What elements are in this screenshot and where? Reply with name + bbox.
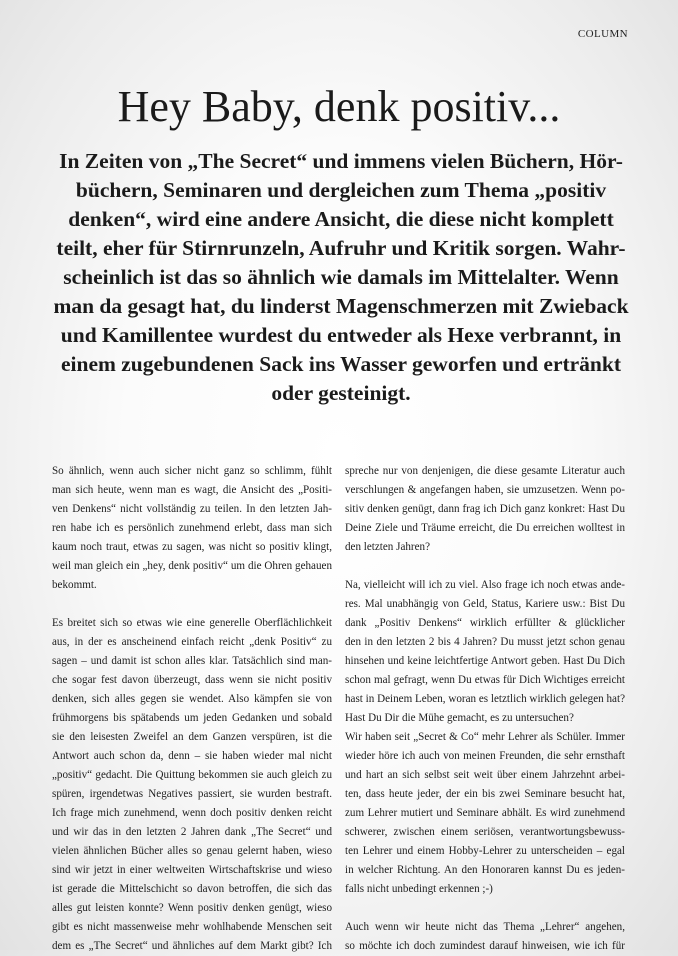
body-text-line: Ich frage mich zunehmend, wenn doch positiv denken reicht xyxy=(52,807,332,819)
body-text-line: weil man gleich ein „hey, denk positiv“ um die Ohren gehauen xyxy=(52,560,332,572)
body-text-line: schwerer, zwischen einem seriösen, verantwortungsbewuss- xyxy=(345,826,625,838)
body-text-line: verschlungen & angefangen haben, sie umzusetzen. Wenn po- xyxy=(345,484,625,496)
paragraph-gap xyxy=(52,595,332,614)
body-text-line: frühmorgens bis spätabends um jeden Gedanken und sobald xyxy=(52,712,332,724)
lede-line: und Kamillentee wurdest du entweder als Hexe verbrannt, in xyxy=(60,323,622,347)
paragraph-gap xyxy=(345,899,625,918)
body-text-line: hast in Deinem Leben, woran es letztlich wirklich gelegen hat? xyxy=(345,693,625,705)
body-text-line: aus, in der es anscheinend einfach reicht „denk Positiv“ zu xyxy=(52,636,332,648)
body-text-line: wieder höre ich auch von meinen Freunden, die sehr ernsthaft xyxy=(345,750,625,762)
body-text-line: spreche nur von denjenigen, die diese gesamte Literatur auch xyxy=(345,465,625,477)
lede-paragraph xyxy=(46,147,636,408)
body-text-line: sagen – und damit ist schon alles klar. Tatsächlich sind man- xyxy=(52,655,332,667)
body-text-line: „positiv“ gedacht. Die Quittung bekommen sie auch gleich zu xyxy=(52,769,332,781)
body-text-line: dem es „The Secret“ und ähnliches auf dem Markt gibt? Ich xyxy=(52,940,332,952)
body-text-line: man sich heute, wenn man es wagt, die Ansicht des „Positi- xyxy=(52,484,332,496)
headline: Hey Baby, denk positiv... xyxy=(117,82,561,131)
body-text-line: Na, vielleicht will ich zu viel. Also frage ich noch etwas ande- xyxy=(345,579,625,591)
body-text-line: bekommt. xyxy=(52,579,97,591)
body-column-right xyxy=(345,462,625,956)
body-text-line: ren habe ich es persönlich zunehmend erlebt, dass man sich xyxy=(52,522,332,534)
body-text-line: sitiv denken genügt, dann frag ich Dich ganz konkret: Hast Du xyxy=(345,503,625,515)
body-text-line: so möchte ich doch zumindest darauf hinweisen, wie ich für xyxy=(345,940,625,952)
body-text-line: und wir das in den letzten 2 Jahren dank „The Secret“ und xyxy=(52,826,332,838)
lede-line: einem zugebundenen Sack ins Wasser geworfen und ertränkt xyxy=(60,352,622,376)
body-text-line: So ähnlich, wenn auch sicher nicht ganz so schlimm, fühlt xyxy=(52,465,332,477)
body-text-line: Hast Du Dir die Mühe gemacht, es zu untersuchen? xyxy=(345,712,574,724)
body-text-line: den letzten Jahren? xyxy=(345,541,431,553)
body-text-line: Deine Ziele und Träume erreicht, die Du erreichen wolltest in xyxy=(345,522,625,534)
body-text-line: und hart an sich selbst seit weit über einem Jahrzehnt arbei- xyxy=(345,769,625,781)
body-text-line: Antwort auch schon da, denn – sie haben wieder mal nicht xyxy=(52,750,332,762)
body-text-line: ten Lehrer und einem Hobby-Lehrer zu unterscheiden – egal xyxy=(345,845,625,857)
lede-line: scheinlich ist das so ähnlich wie damals im Mittelalter. Wenn xyxy=(63,265,619,289)
body-text-line: vielen ähnlichen Bücher alles so genau gelernt haben, wieso xyxy=(52,845,332,857)
body-text-line: sind wir jetzt in einer weltweiten Wirtschaftskrise und wieso xyxy=(52,864,332,876)
lede-line: oder gesteinigt. xyxy=(271,381,411,405)
lede-line: In Zeiten von „The Secret“ und immens vielen Büchern, Hör- xyxy=(59,149,623,173)
body-text-line: schon mal gefragt, wenn Du etwas für Dich Wichtiges erreicht xyxy=(345,674,625,686)
body-text-line: falls nicht unbedingt erkennen ;-) xyxy=(345,883,493,895)
lede-line: büchern, Seminaren und dergleichen zum Thema „positiv xyxy=(75,178,607,202)
body-text-line: Auch wenn wir heute nicht das Thema „Lehrer“ angehen, xyxy=(345,921,625,933)
body-text-line: dank „Positiv Denkens“ wirklich erfüllter & glücklicher xyxy=(345,617,625,629)
paragraph-gap xyxy=(345,557,625,576)
body-text-line: spüren, irgendetwas Negatives passiert, sie wurden bestraft. xyxy=(52,788,332,800)
body-text-line: che sogar fest davon überzeugt, dass wenn sie nicht positiv xyxy=(52,674,332,686)
body-text-line: ist gerade die Mittelschicht so davon betroffen, die sich das xyxy=(52,883,332,895)
body-text-line: in welcher Richtung. An den Honoraren kannst Du es jeden- xyxy=(345,864,625,876)
body-text-line: zum Lehrer mutiert und Seminare abhält. Es wird zunehmend xyxy=(345,807,625,819)
body-text-line: res. Mal unabhängig von Geld, Status, Kariere usw.: Bist Du xyxy=(345,598,625,610)
body-text-line: sie den leisesten Zweifel an dem Ganzen verspüren, ist die xyxy=(52,731,332,743)
section-label: COLUMN xyxy=(577,28,628,40)
body-text-line: den in den letzten 2 bis 4 Jahren? Du musst jetzt schon genau xyxy=(345,636,625,648)
body-text-line: hinsehen und keine leichtfertige Antwort geben. Hast Du Dich xyxy=(345,655,625,667)
body-text-line: ven Denkens“ nicht vollständig zu teilen. In den letzten Jah- xyxy=(52,503,332,515)
lede-line: teilt, eher für Stirnrunzeln, Aufruhr und Kritik sorgen. Wahr- xyxy=(56,236,626,260)
body-text-line: Wir haben seit „Secret & Co“ mehr Lehrer als Schüler. Immer xyxy=(345,731,625,743)
lede-line: man da gesagt hat, du linderst Magenschmerzen mit Zwieback xyxy=(53,294,629,318)
body-text-line: Es breitet sich so etwas wie eine generelle Oberflächlichkeit xyxy=(52,617,332,629)
body-text-line: ten, dass heute jeder, der ein bis zwei Seminare besucht hat, xyxy=(345,788,625,800)
body-text-line: kaum noch traut, etwas zu sagen, was nicht so positiv klingt, xyxy=(52,541,332,553)
body-text-line: alles gut leisten konnte? Wenn positiv denken genügt, wieso xyxy=(52,902,332,914)
body-text-line: gibt es nicht massenweise mehr wohlhabende Menschen seit xyxy=(52,921,332,933)
body-text-line: denken, sich alles gegen sie wendet. Also kämpfen sie von xyxy=(52,693,332,705)
body-column-left xyxy=(52,462,332,956)
lede-line: denken“, wird eine andere Ansicht, die diese nicht komplett xyxy=(68,207,614,231)
